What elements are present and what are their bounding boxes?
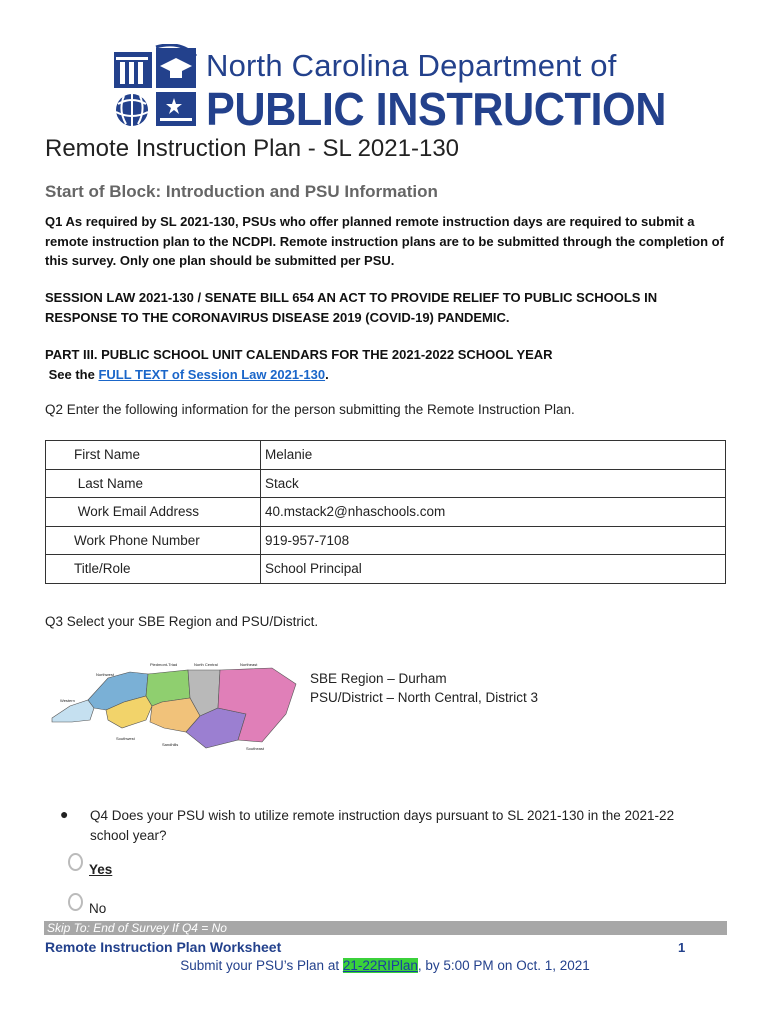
map-label-northeast: Northeast	[240, 662, 258, 667]
see-prefix: See the	[45, 366, 99, 382]
page-number: 1	[678, 940, 686, 955]
title-role-label: Title/Role	[46, 555, 261, 584]
table-row	[46, 498, 726, 527]
footer-note-prefix: Submit your PSU’s Plan at	[180, 958, 343, 973]
last-name-value[interactable]: Stack	[261, 469, 726, 498]
ncdpi-emblem-icon	[110, 44, 200, 130]
work-phone-value[interactable]: 919-957-7108	[261, 526, 726, 555]
footer-title: Remote Instruction Plan Worksheet	[45, 939, 282, 955]
table-row	[46, 441, 726, 470]
document-title: Remote Instruction Plan - SL 2021-130	[45, 135, 460, 162]
map-label-sandhills: Sandhills	[162, 742, 179, 747]
see-suffix: .	[325, 366, 329, 382]
yes-option-label[interactable]: Yes	[89, 862, 113, 877]
part-iii-heading: PART III. PUBLIC SCHOOL UNIT CALENDARS FOR THE 2021-2022 SCHOOL YEAR	[45, 347, 553, 362]
q3-question: Q3 Select your SBE Region and PSU/District.	[45, 614, 319, 629]
last-name-label: Last Name	[46, 469, 261, 498]
q4-question: Q4 Does your PSU wish to utilize remote instruction days pursuant to SL 2021-130 in the 2021-22 school year?	[90, 808, 675, 843]
table-row	[46, 469, 726, 498]
map-label-southeast: Southeast	[246, 746, 265, 751]
nc-sbe-region-map	[50, 656, 302, 768]
full-text-line	[45, 365, 725, 385]
map-label-western: Western	[60, 698, 75, 703]
footer-note	[0, 958, 770, 973]
session-law-paragraph: SESSION LAW 2021-130 / SENATE BILL 654 AN ACT TO PROVIDE RELIEF TO PUBLIC SCHOOLS IN RESPONSE TO THE CORONAVIRUS DISEASE 2019 (COVID-19) PANDEMIC.	[45, 290, 658, 325]
footer-note-suffix: , by 5:00 PM on Oct. 1, 2021	[417, 958, 590, 973]
ri-plan-link[interactable]: 21-22RIPlan	[342, 958, 418, 973]
logo-text-public-instruction: PUBLIC INSTRUCTION	[206, 83, 666, 135]
table-row	[46, 526, 726, 555]
work-email-value[interactable]: 40.mstack2@nhaschools.com	[261, 498, 726, 527]
map-label-northwest: Northwest	[96, 672, 115, 677]
first-name-value[interactable]: Melanie	[261, 441, 726, 470]
map-label-southwest: Southwest	[116, 736, 135, 741]
psu-district-text: PSU/District – North Central, District 3	[310, 689, 539, 705]
title-role-value[interactable]: School Principal	[261, 555, 726, 584]
skip-logic-text: Skip To: End of Survey If Q4 = No	[47, 921, 227, 935]
logo-text-department: North Carolina Department of	[206, 48, 617, 83]
contact-info-table	[45, 440, 726, 584]
map-label-piedmont-triad: Piedmont-Triad	[150, 662, 178, 667]
q4-bullet: ●	[60, 806, 69, 822]
map-label-north-central: North Central	[194, 662, 218, 667]
first-name-label: First Name	[46, 441, 261, 470]
q2-question: Q2 Enter the following information for the person submitting the Remote Instruction Plan.	[45, 402, 575, 417]
part-iii-paragraph	[45, 345, 725, 384]
sbe-region-text: SBE Region – Durham	[310, 671, 447, 686]
q1-paragraph: Q1 As required by SL 2021-130, PSUs who offer planned remote instruction days are required to submit a remote instruction plan to the NCDPI. Remote instruction plans are to be submitted through the completion of this survey. Only one plan should be submitted per PSU.	[45, 214, 724, 268]
table-row	[46, 555, 726, 584]
no-radio[interactable]	[68, 893, 83, 911]
no-option-label[interactable]: No	[89, 901, 107, 916]
work-phone-label: Work Phone Number	[46, 526, 261, 555]
work-email-label: Work Email Address	[46, 498, 261, 527]
full-text-link[interactable]: FULL TEXT of Session Law 2021-130	[98, 366, 326, 382]
ncdpi-logo	[110, 44, 670, 136]
sbe-selection	[310, 670, 538, 707]
yes-radio[interactable]	[68, 853, 83, 871]
block-heading: Start of Block: Introduction and PSU Information	[45, 182, 438, 201]
map-region-western	[52, 700, 94, 722]
